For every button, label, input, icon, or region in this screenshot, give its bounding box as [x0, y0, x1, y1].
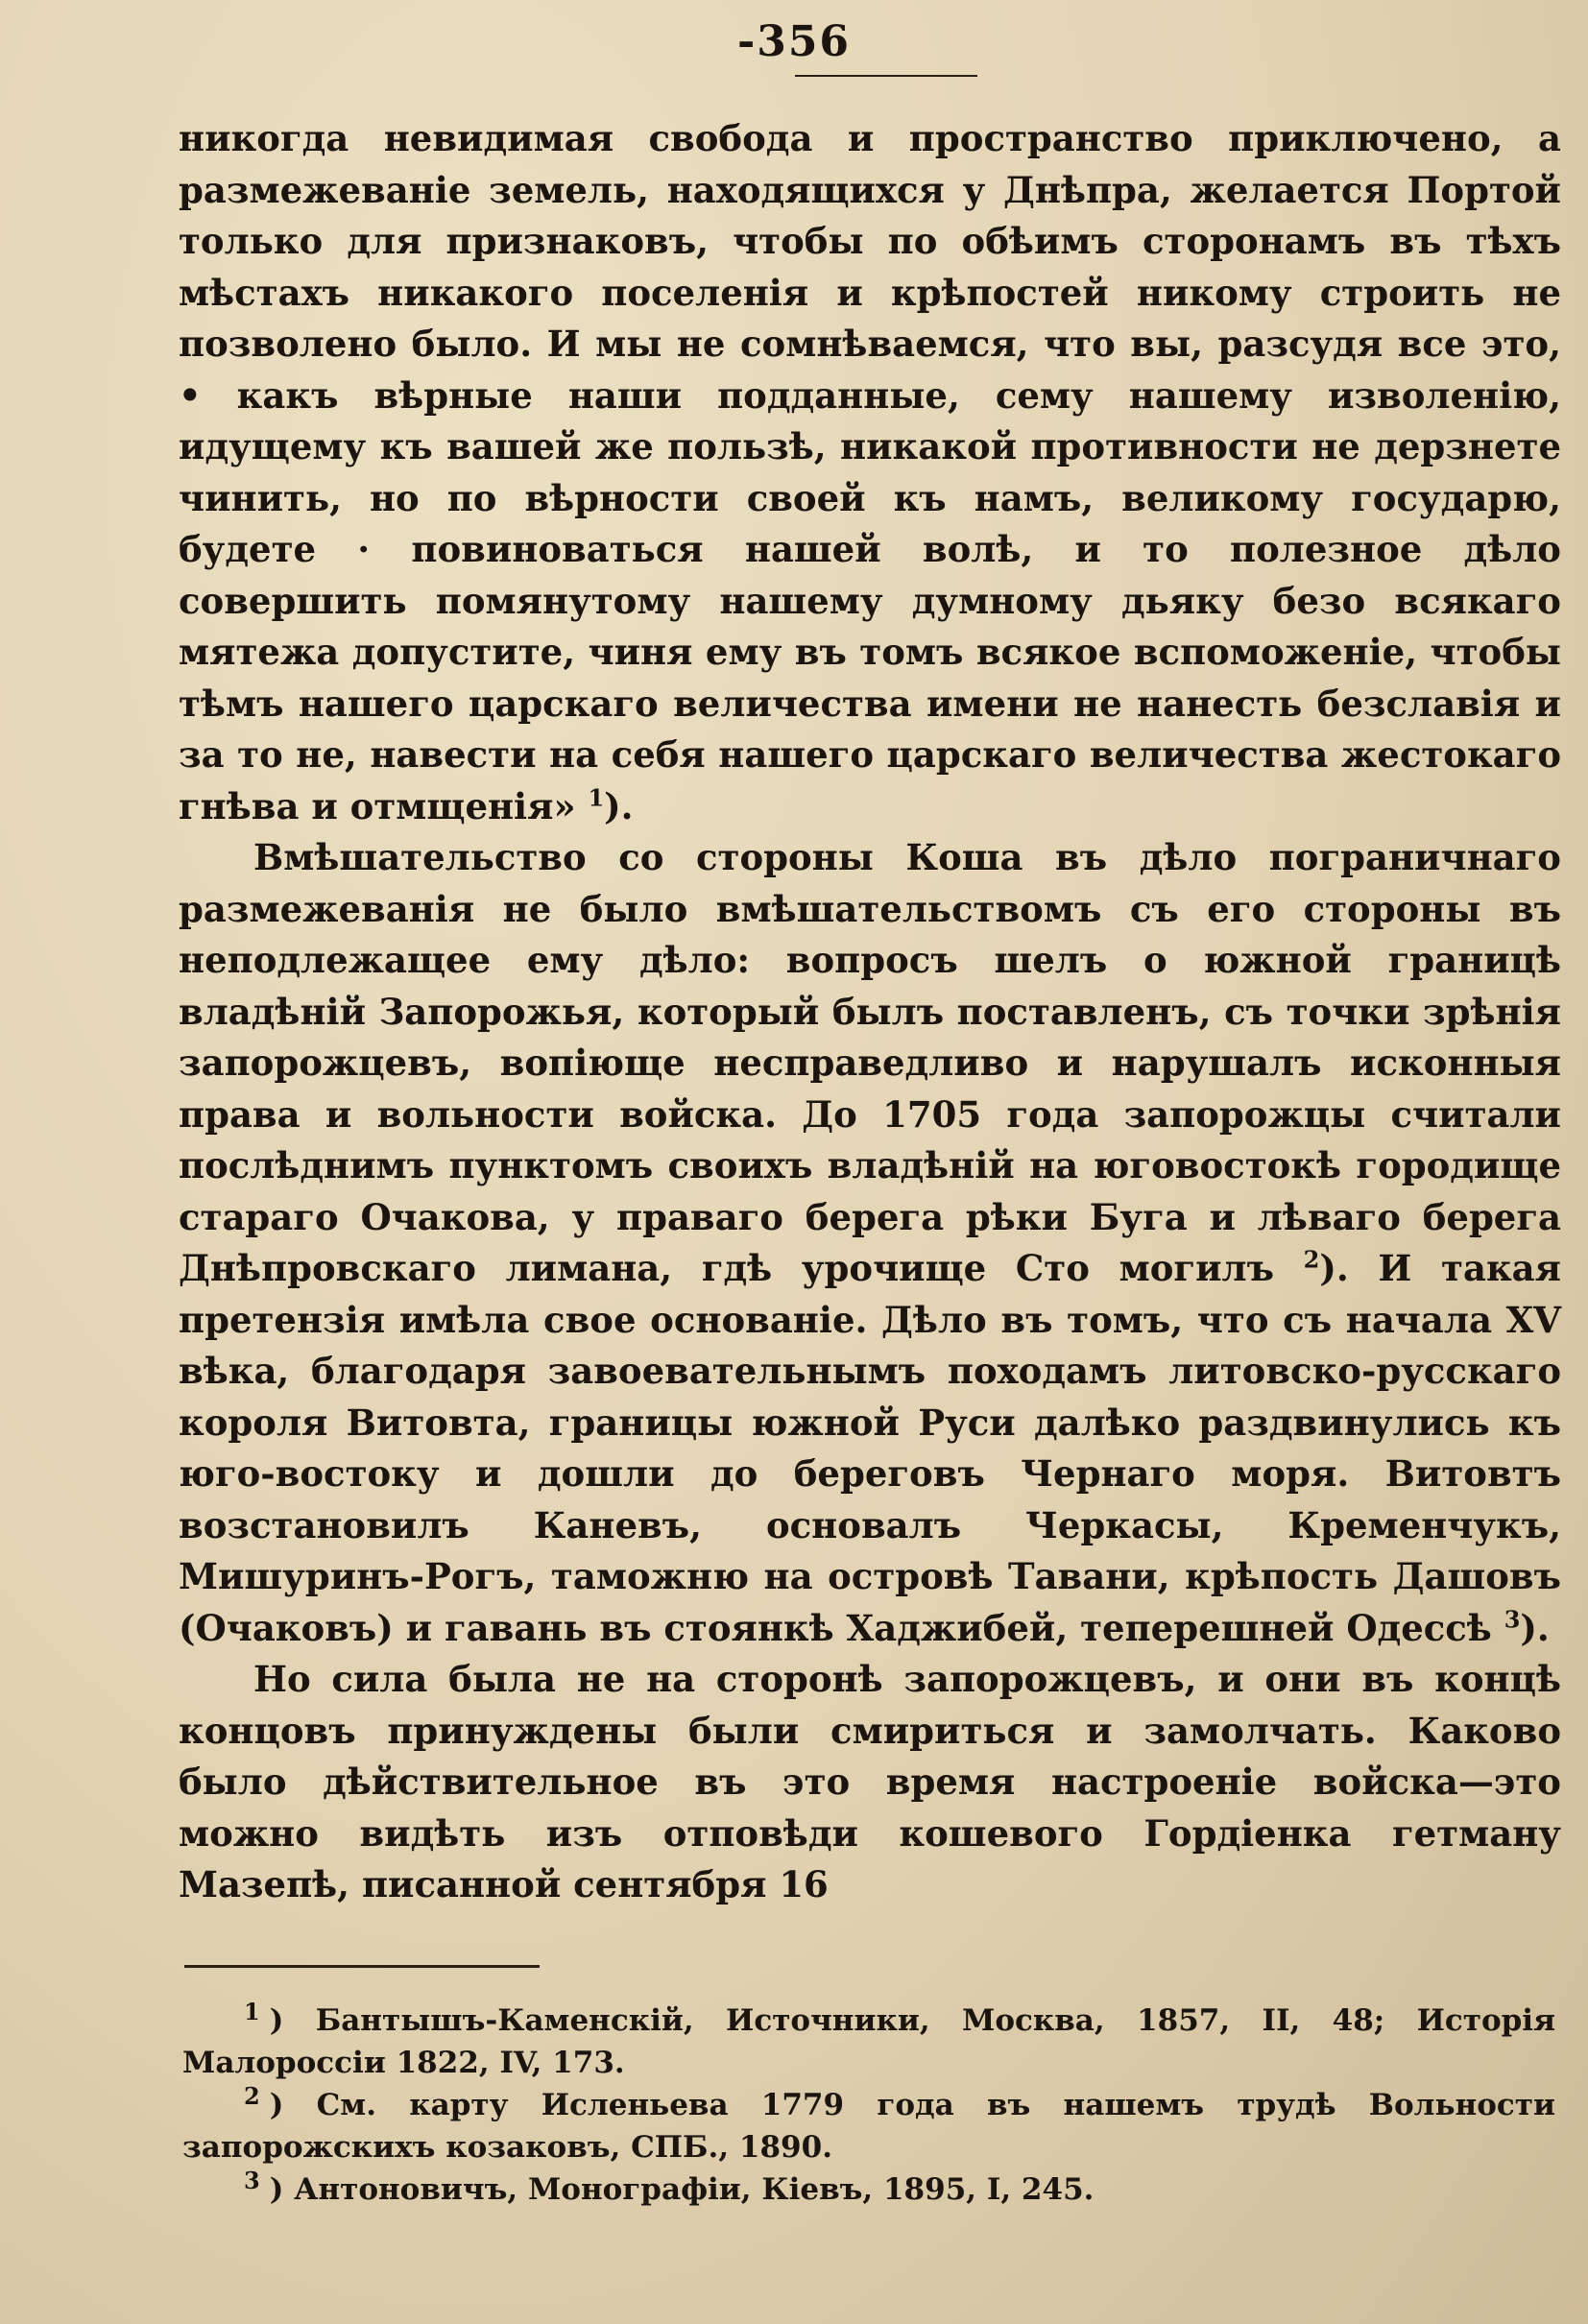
- footnote-2: $^2$ ) См. карту Исленьева 1779 года въ нашемъ трудѣ Вольности запорожскихъ козаковъ, СПБ., 1890.: [182, 2081, 1555, 2165]
- footnote-1-marker: 1: [244, 1997, 260, 2025]
- footnote-1: $^1$ ) Бантышъ-Каменскiй, Источники, Москва, 1857, II, 48; Исторiя Малороссiи 1822, IV, 173.: [182, 1997, 1555, 2080]
- footnote-ref-3: 3: [1504, 1605, 1521, 1634]
- footnote-3: $^3$ ) Антоновичъ, Монографiи, Кiевъ, 1895, I, 245.: [244, 2166, 1095, 2207]
- footnote-3-text: Антоновичъ, Монографiи, Кiевъ, 1895, I, 245.: [294, 2172, 1095, 2207]
- footnote-1-text: Бантышъ-Каменскiй, Источники, Москва, 1857, II, 48; Исторiя Малороссiи 1822, IV, 173.: [182, 2003, 1555, 2080]
- footnote-ref-2: 2: [1303, 1245, 1320, 1274]
- body-text: [179, 113, 1561, 1911]
- footnote-3-marker: 3: [244, 2166, 260, 2194]
- paragraph-3: [179, 1654, 1561, 1911]
- paragraph-2-tail: ).: [1520, 1606, 1550, 1649]
- footnote-ref-1: 1: [588, 783, 605, 812]
- paragraph-3-text: Но сила была не на сторонѣ запорожцевъ, и они въ концѣ концовъ принуждены были смириться и замолчать. Каково было дѣйствительное въ это время настроенiе войска—это можно видѣть изъ отповѣди кошевого Гордiенка гетману Мазепѣ, писанной сентября 16: [179, 1658, 1561, 1905]
- paragraph-1: [179, 113, 1561, 832]
- footnotes: [182, 1997, 1555, 2211]
- footnote-divider: [184, 1965, 540, 1968]
- paragraph-1-tail: ).: [604, 784, 634, 827]
- page-number: -356: [736, 17, 852, 66]
- paragraph-1-text: никогда невидимая свобода и пространство приключено, а размежеванiе земель, находящихся у Днѣпра, желается Портой только для признаковъ, чтобы по обѣимъ сторонамъ въ тѣхъ мѣстахъ никакого поселенiя и крѣпостей никому строить не позволено было. И мы не сомнѣваемся, что вы, разсудя все это, • какъ вѣрные наши подданные, сему нашему изволенiю, идущему къ вашей же пользѣ, никакой противности не дерзнете чинить, но по вѣрности своей къ намъ, великому государю, будете · повиноваться нашей волѣ, и то полезное дѣло совершить помянутому нашему думному дьяку безо всякаго мятежа допустите, чиня ему въ томъ всякое вспоможенiе, чтобы тѣмъ нашего царскаго величества имени не нанесть безславiя и за то не, навести на себя нашего царскаго величества жестокаго гнѣва и отмщенiя»: [179, 117, 1561, 827]
- footnote-2-text: См. карту Исленьева 1779 года въ нашемъ трудѣ Вольности запорожскихъ козаковъ, СПБ., 1890.: [182, 2088, 1555, 2165]
- paragraph-2: [179, 832, 1561, 1654]
- paragraph-2-text: Вмѣшательство со стороны Коша въ дѣло пограничнаго размежеванiя не было вмѣшательствомъ съ его стороны въ неподлежащее ему дѣло: вопросъ шелъ о южной границѣ владѣнiй Запорожья, который былъ поставленъ, съ точки зрѣнiя запорожцевъ, вопiюще несправедливо и нарушалъ исконныя права и вольности войска. До 1705 года запорожцы считали послѣднимъ пунктомъ своихъ владѣнiй на юговостокѣ городище стараго Очакова, у праваго берега рѣки Буга и лѣваго берега Днѣпровскаго лимана, гдѣ урочище Сто могилъ: [179, 836, 1561, 1289]
- footnote-2-marker: 2: [244, 2081, 260, 2110]
- paragraph-2-mid: ). И такая претензiя имѣла свое основанiе. Дѣло въ томъ, что съ начала XV вѣка, благодаря завоевательнымъ походамъ литовско-русскаго короля Витовта, границы южной Руси далѣко раздвинулись къ юго-востоку и дошли до береговъ Чернаго моря. Витовтъ возстановилъ Каневъ, основалъ Черкасы, Кременчукъ, Мишуринъ-Рогъ, таможню на островѣ Тавани, крѣпость Дашовъ (Очаковъ) и гавань въ стоянкѣ Хаджибей, теперешней Одессѣ: [179, 1247, 1561, 1649]
- page-number-rule: [795, 75, 977, 77]
